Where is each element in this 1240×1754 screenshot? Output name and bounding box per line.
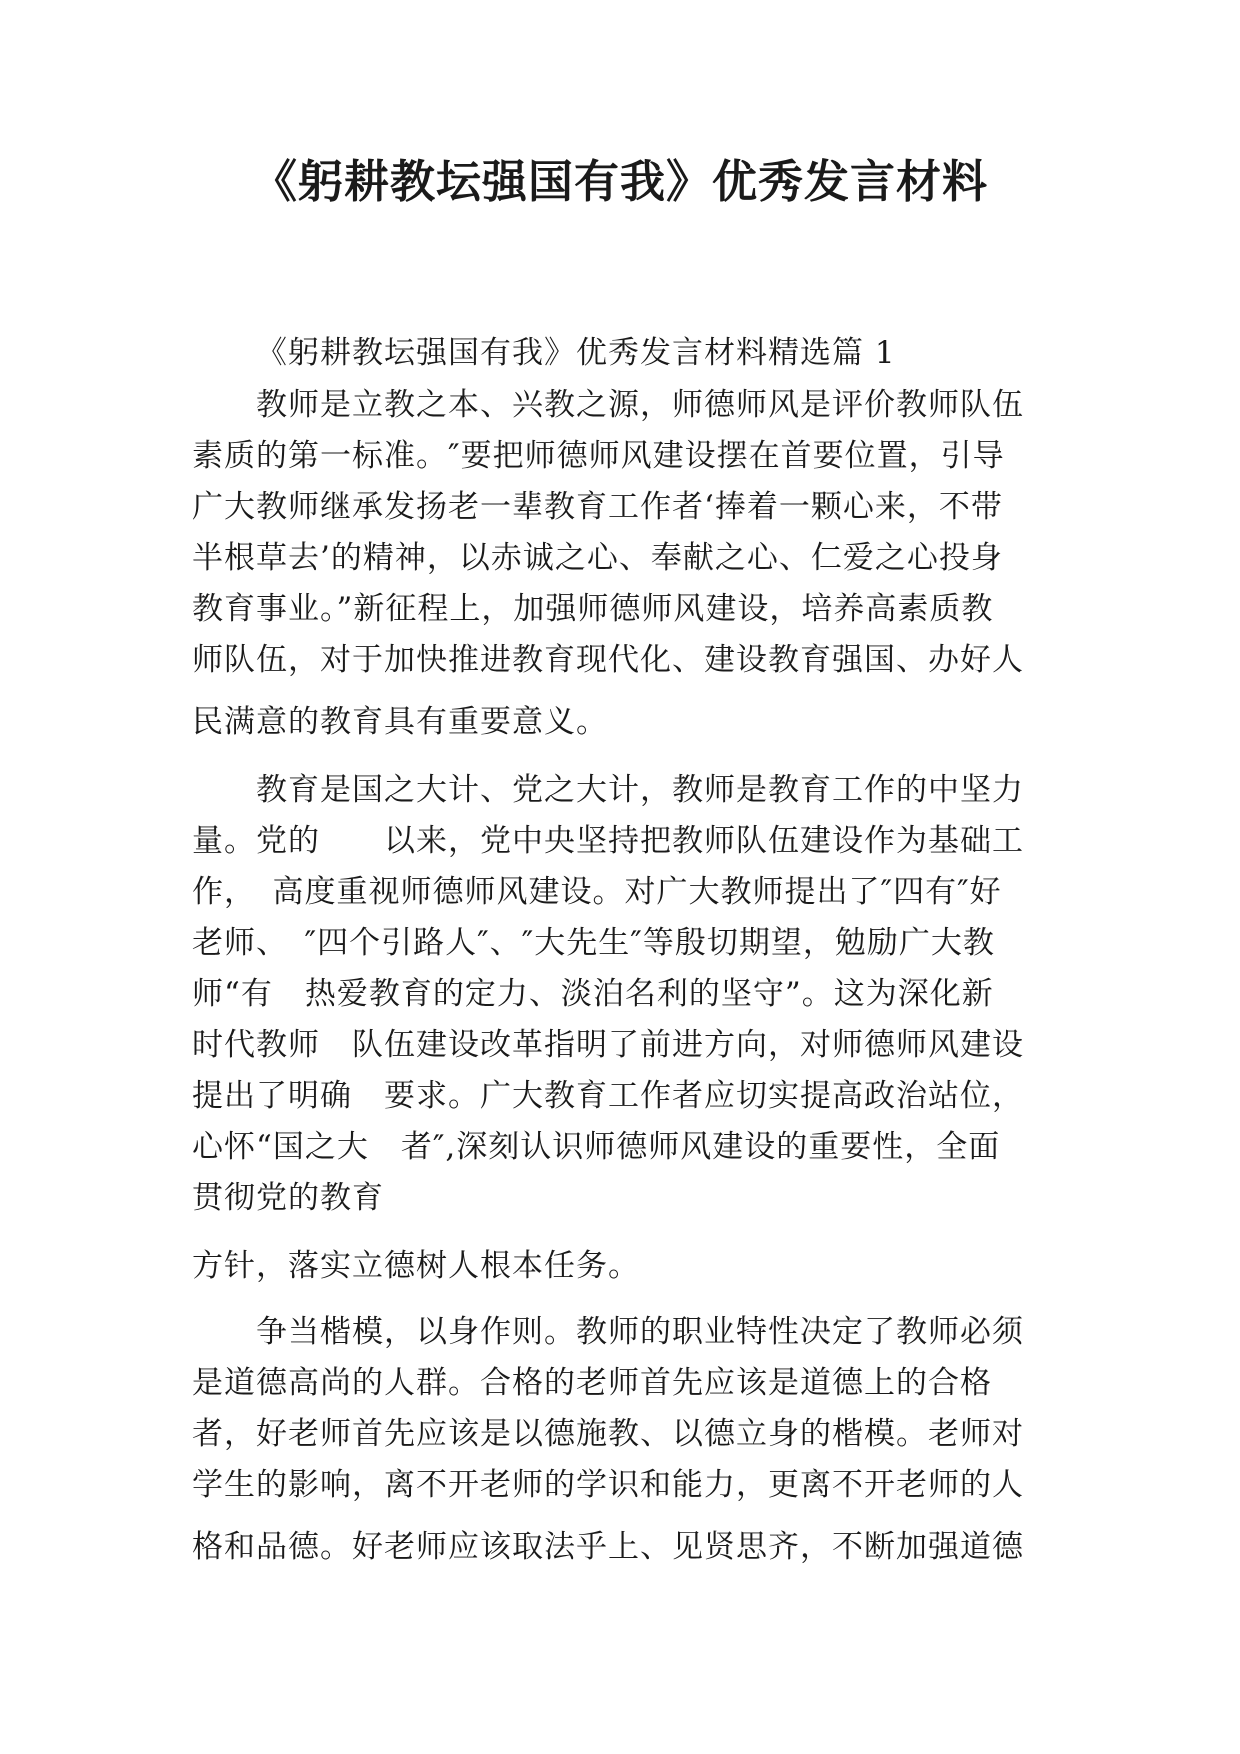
text-line: 者，好老师首先应该是以德施教、以德立身的楷模。老师对 [192,1416,1024,1452]
document-title: 《躬耕教坛强国有我》优秀发言材料 [251,155,988,208]
text-line: 贯彻党的教育 [192,1180,384,1216]
text-line: 教师是立教之本、兴教之源，师德师风是评价教师队伍 [256,387,1024,423]
text-line: 广大教师继承发扬老一辈教育工作者‘捧着一颗心来，不带 [192,489,1003,525]
text-line: 是道德高尚的人群。合格的老师首先应该是道德上的合格 [192,1365,992,1401]
text-line: 作， 高度重视师德师风建设。对广大教师提出了″四有″好 [192,874,1002,910]
text-line: 素质的第一标准。″要把师德师风建设摆在首要位置，引导 [192,438,1005,474]
text-line: 教育是国之大计、党之大计，教师是教育工作的中坚力 [256,772,1024,808]
text-line: 老师、 ″四个引路人″、″大先生″等殷切期望，勉励广大教 [192,925,995,961]
text-line: 心怀“国之大 者″,深刻认识师德师风建设的重要性，全面 [192,1129,1001,1165]
text-line: 半根草去’的精神，以赤诚之心、奉献之心、仁爱之心投身 [192,540,1003,576]
text-line: 师队伍，对于加快推进教育现代化、建设教育强国、办好人 [192,642,1024,678]
text-line: 提出了明确 要求。广大教育工作者应切实提高政治站位， [192,1078,1024,1114]
text-line: 学生的影响，离不开老师的学识和能力，更离不开老师的人 [192,1467,1024,1503]
section-heading: 《躬耕教坛强国有我》优秀发言材料精选篇 1 [256,335,896,371]
text-line: 时代教师 队伍建设改革指明了前进方向，对师德师风建设 [192,1027,1024,1063]
text-line: 争当楷模，以身作则。教师的职业特性决定了教师必须 [256,1314,1024,1350]
text-line: 民满意的教育具有重要意义。 [192,704,608,740]
text-line: 师“有 热爱教育的定力、淡泊名利的坚守”。这为深化新 [192,976,994,1012]
text-line: 格和品德。好老师应该取法乎上、见贤思齐，不断加强道德 [192,1529,1024,1565]
text-line: 量。党的 以来，党中央坚持把教师队伍建设作为基础工 [192,823,1024,859]
text-line: 教育事业。”新征程上，加强师德师风建设，培养高素质教 [192,591,994,627]
text-line: 方针，落实立德树人根本任务。 [192,1248,640,1284]
